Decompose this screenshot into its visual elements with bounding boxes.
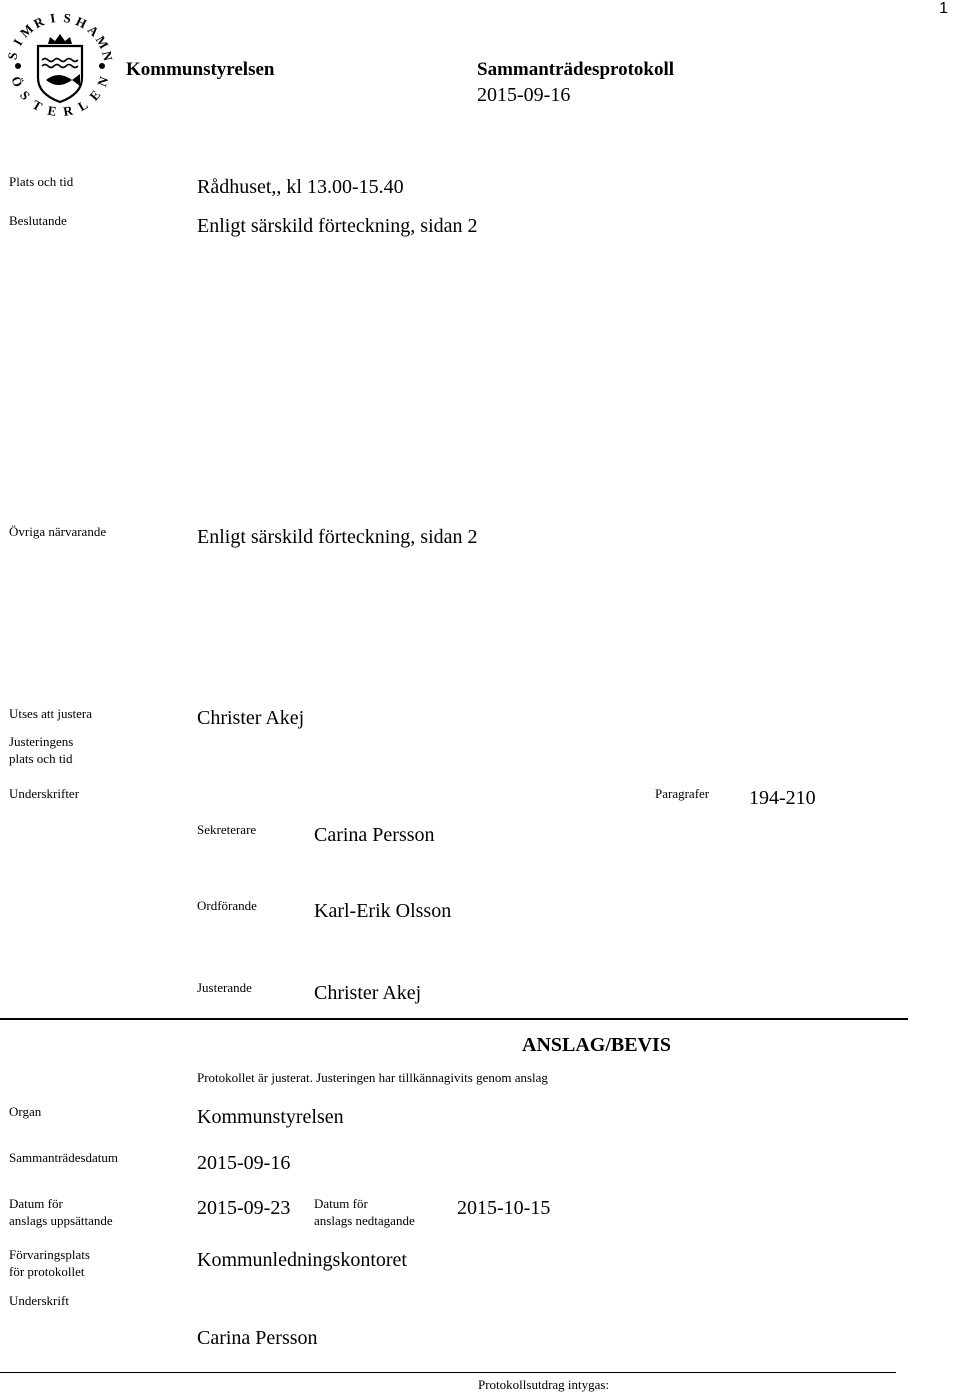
underskrift-value: Carina Persson [197,1327,318,1349]
protokollsutdrag-intygas: Protokollsutdrag intygas: [478,1377,610,1392]
signature-name-justerande: Christer Akej [314,982,422,1004]
plats-label: Plats och tid [9,174,74,189]
anslag-title: ANSLAG/BEVIS [522,1034,671,1056]
meeting-date: 2015-09-16 [477,84,571,106]
anslag-datum-label: Sammanträdesdatum [9,1150,119,1165]
document-type: Sammanträdesprotokoll [477,59,675,80]
seal-letter: T [29,96,45,115]
beslutande-label: Beslutande [9,213,67,228]
seal-letter: I [49,10,57,26]
municipal-seal-logo [4,8,116,124]
signature-role-ordforande: Ordförande [197,898,257,913]
beslutande-value: Enligt särskild förteckning, sidan 2 [197,215,478,237]
nedtagande-value: 2015-10-15 [457,1197,551,1219]
organ-heading: Kommunstyrelsen [126,59,275,80]
seal-letter: H [73,13,90,32]
anslag-organ-value: Kommunstyrelsen [197,1106,344,1128]
uppsattande-label-1: Datum för [9,1196,63,1211]
seal-letter: S [62,10,73,26]
paragrafer-value: 194-210 [749,787,816,809]
seal-letter: S [17,87,34,103]
anslag-divider [0,1018,908,1020]
uppsattande-value: 2015-09-23 [197,1197,291,1219]
signature-role-sekreterare: Sekreterare [197,822,257,837]
seal-letter: E [86,87,104,104]
uppsattande-label-2: anslags uppsättande [9,1213,113,1228]
justeringens-label-1: Justeringens [9,734,74,749]
plats-value: Rådhuset,, kl 13.00-15.40 [197,176,404,198]
seal-letter: R [31,13,47,32]
signature-role-justerande: Justerande [197,980,252,995]
forvaring-label-2: för protokollet [9,1264,85,1279]
underskrifter-label: Underskrifter [9,786,80,801]
forvaring-value: Kommunledningskontoret [197,1249,407,1271]
page-number: 1 [939,0,948,17]
nedtagande-label-1: Datum för [314,1196,368,1211]
ovriga-value: Enligt särskild förteckning, sidan 2 [197,526,478,548]
utses-value: Christer Akej [197,707,305,729]
signature-name-sekreterare: Carina Persson [314,824,435,846]
anslag-organ-label: Organ [9,1104,42,1119]
seal-letter: M [17,21,37,41]
justeringens-label-2: plats och tid [9,751,73,766]
forvaring-label-1: Förvaringsplats [9,1247,90,1262]
seal-letter: E [46,102,58,119]
seal-letter: R [62,102,74,120]
seal-letter: I [9,36,26,49]
utses-label: Utses att justera [9,706,93,721]
underskrift-label: Underskrift [9,1293,69,1308]
seal-letter: S [4,50,21,61]
anslag-datum-value: 2015-09-16 [197,1152,291,1174]
nedtagande-label-2: anslags nedtagande [314,1213,415,1228]
signature-name-ordforande: Karl-Erik Olsson [314,900,452,922]
seal-letter: N [99,49,116,63]
seal-letter: A [84,22,102,40]
anslag-intro: Protokollet är justerat. Justeringen har tillkännagivits genom anslag [197,1070,548,1085]
paragrafer-label: Paragrafer [655,786,710,801]
seal-letter: M [92,33,112,52]
seal-letter: N [94,74,112,89]
seal-letter: L [75,96,91,115]
ovriga-label: Övriga närvarande [9,524,107,539]
footer-divider [0,1372,896,1373]
seal-letter: Ö [8,74,27,89]
